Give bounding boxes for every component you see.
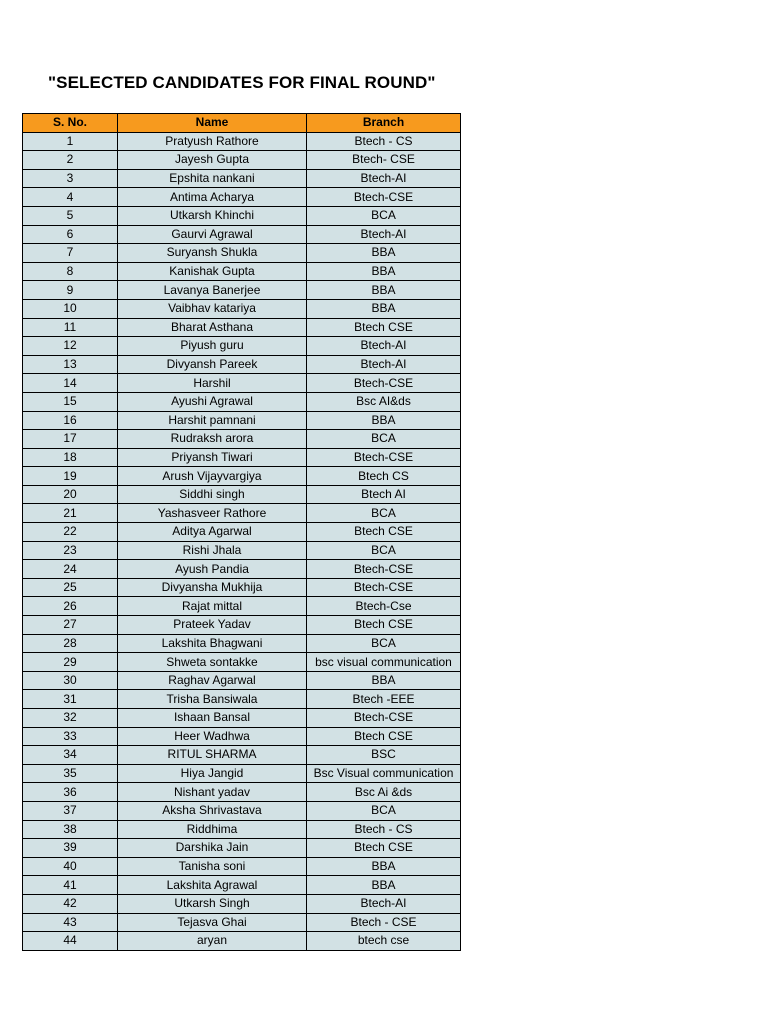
table-row [23, 857, 461, 876]
serial-number-cell: 19 [23, 467, 118, 486]
serial-number-cell: 26 [23, 597, 118, 616]
table-row [23, 560, 461, 579]
branch-cell: Btech-AI [307, 169, 461, 188]
table-row [23, 504, 461, 523]
branch-cell: BCA [307, 504, 461, 523]
name-cell: Tejasva Ghai [118, 913, 307, 932]
name-cell: Shweta sontakke [118, 653, 307, 672]
branch-cell: Btech AI [307, 485, 461, 504]
table-row [23, 318, 461, 337]
branch-cell: Btech CS [307, 467, 461, 486]
serial-number-cell: 43 [23, 913, 118, 932]
name-cell: Ayushi Agrawal [118, 392, 307, 411]
name-cell: Harshil [118, 374, 307, 393]
serial-number-cell: 32 [23, 709, 118, 728]
serial-number-cell: 20 [23, 485, 118, 504]
serial-number-cell: 37 [23, 801, 118, 820]
serial-number-cell: 34 [23, 746, 118, 765]
table-row [23, 337, 461, 356]
serial-number-cell: 25 [23, 578, 118, 597]
table-body [23, 132, 461, 950]
branch-cell: BBA [307, 262, 461, 281]
name-cell: Arush Vijayvargiya [118, 467, 307, 486]
name-cell: Rudraksh arora [118, 430, 307, 449]
branch-cell: Btech-CSE [307, 709, 461, 728]
branch-cell: bsc visual communication [307, 653, 461, 672]
name-cell: Bharat Asthana [118, 318, 307, 337]
name-cell: Aksha Shrivastava [118, 801, 307, 820]
serial-number-cell: 44 [23, 932, 118, 951]
branch-cell: Btech-CSE [307, 448, 461, 467]
serial-number-cell: 40 [23, 857, 118, 876]
serial-number-cell: 15 [23, 392, 118, 411]
column-header-serial-number: S. No. [23, 114, 118, 133]
table-row [23, 299, 461, 318]
branch-cell: Btech-CSE [307, 578, 461, 597]
serial-number-cell: 24 [23, 560, 118, 579]
table-row [23, 523, 461, 542]
table-row [23, 709, 461, 728]
serial-number-cell: 42 [23, 894, 118, 913]
name-cell: Kanishak Gupta [118, 262, 307, 281]
serial-number-cell: 21 [23, 504, 118, 523]
branch-cell: BBA [307, 671, 461, 690]
name-cell: Ishaan Bansal [118, 709, 307, 728]
branch-cell: Bsc Ai &ds [307, 783, 461, 802]
table-row [23, 281, 461, 300]
table-row [23, 690, 461, 709]
serial-number-cell: 2 [23, 151, 118, 170]
column-header-name: Name [118, 114, 307, 133]
serial-number-cell: 3 [23, 169, 118, 188]
table-row [23, 597, 461, 616]
name-cell: Tanisha soni [118, 857, 307, 876]
branch-cell: Btech CSE [307, 523, 461, 542]
branch-cell: BBA [307, 281, 461, 300]
name-cell: Lakshita Agrawal [118, 876, 307, 895]
serial-number-cell: 6 [23, 225, 118, 244]
name-cell: Pratyush Rathore [118, 132, 307, 151]
table-row [23, 839, 461, 858]
name-cell: Heer Wadhwa [118, 727, 307, 746]
branch-cell: Btech-AI [307, 225, 461, 244]
name-cell: Divyansh Pareek [118, 355, 307, 374]
candidates-table [22, 113, 461, 951]
table-row [23, 485, 461, 504]
name-cell: RITUL SHARMA [118, 746, 307, 765]
page-title: "SELECTED CANDIDATES FOR FINAL ROUND" [48, 73, 436, 92]
branch-cell: Btech -EEE [307, 690, 461, 709]
column-header-branch: Branch [307, 114, 461, 133]
branch-cell: Bsc Visual communication [307, 764, 461, 783]
branch-cell: Btech CSE [307, 839, 461, 858]
serial-number-cell: 17 [23, 430, 118, 449]
table-header-row [23, 114, 461, 133]
name-cell: Suryansh Shukla [118, 244, 307, 263]
table-row [23, 132, 461, 151]
serial-number-cell: 23 [23, 541, 118, 560]
name-cell: Utkarsh Khinchi [118, 206, 307, 225]
branch-cell: Btech - CSE [307, 913, 461, 932]
serial-number-cell: 35 [23, 764, 118, 783]
table-row [23, 653, 461, 672]
branch-cell: Btech-AI [307, 355, 461, 374]
table-row [23, 746, 461, 765]
name-cell: Trisha Bansiwala [118, 690, 307, 709]
serial-number-cell: 9 [23, 281, 118, 300]
serial-number-cell: 29 [23, 653, 118, 672]
table-row [23, 467, 461, 486]
table-row [23, 876, 461, 895]
name-cell: Nishant yadav [118, 783, 307, 802]
name-cell: Hiya Jangid [118, 764, 307, 783]
branch-cell: BCA [307, 430, 461, 449]
branch-cell: BBA [307, 244, 461, 263]
table-row [23, 783, 461, 802]
serial-number-cell: 36 [23, 783, 118, 802]
table-row [23, 188, 461, 207]
name-cell: Harshit pamnani [118, 411, 307, 430]
table-row [23, 894, 461, 913]
serial-number-cell: 14 [23, 374, 118, 393]
name-cell: Ayush Pandia [118, 560, 307, 579]
name-cell: Priyansh Tiwari [118, 448, 307, 467]
branch-cell: Btech-CSE [307, 188, 461, 207]
branch-cell: BBA [307, 857, 461, 876]
table-row [23, 727, 461, 746]
serial-number-cell: 5 [23, 206, 118, 225]
branch-cell: Btech- CSE [307, 151, 461, 170]
table-row [23, 634, 461, 653]
serial-number-cell: 16 [23, 411, 118, 430]
name-cell: Darshika Jain [118, 839, 307, 858]
serial-number-cell: 30 [23, 671, 118, 690]
serial-number-cell: 8 [23, 262, 118, 281]
serial-number-cell: 27 [23, 616, 118, 635]
table-row [23, 820, 461, 839]
name-cell: Prateek Yadav [118, 616, 307, 635]
serial-number-cell: 18 [23, 448, 118, 467]
serial-number-cell: 1 [23, 132, 118, 151]
branch-cell: Btech-AI [307, 894, 461, 913]
name-cell: Gaurvi Agrawal [118, 225, 307, 244]
serial-number-cell: 12 [23, 337, 118, 356]
branch-cell: btech cse [307, 932, 461, 951]
table-row [23, 764, 461, 783]
branch-cell: Btech CSE [307, 616, 461, 635]
name-cell: Aditya Agarwal [118, 523, 307, 542]
table-row [23, 262, 461, 281]
serial-number-cell: 11 [23, 318, 118, 337]
name-cell: Siddhi singh [118, 485, 307, 504]
table-row [23, 151, 461, 170]
name-cell: Jayesh Gupta [118, 151, 307, 170]
branch-cell: Bsc AI&ds [307, 392, 461, 411]
branch-cell: Btech CSE [307, 727, 461, 746]
serial-number-cell: 28 [23, 634, 118, 653]
table-row [23, 801, 461, 820]
name-cell: Rishi Jhala [118, 541, 307, 560]
serial-number-cell: 38 [23, 820, 118, 839]
name-cell: Raghav Agarwal [118, 671, 307, 690]
serial-number-cell: 33 [23, 727, 118, 746]
serial-number-cell: 4 [23, 188, 118, 207]
name-cell: aryan [118, 932, 307, 951]
branch-cell: BCA [307, 206, 461, 225]
table-row [23, 355, 461, 374]
branch-cell: Btech-AI [307, 337, 461, 356]
table-row [23, 578, 461, 597]
table-row [23, 541, 461, 560]
table-row [23, 206, 461, 225]
serial-number-cell: 10 [23, 299, 118, 318]
table-row [23, 169, 461, 188]
branch-cell: BBA [307, 876, 461, 895]
table-row [23, 244, 461, 263]
name-cell: Lavanya Banerjee [118, 281, 307, 300]
branch-cell: BBA [307, 299, 461, 318]
name-cell: Epshita nankani [118, 169, 307, 188]
branch-cell: BBA [307, 411, 461, 430]
name-cell: Antima Acharya [118, 188, 307, 207]
table-row [23, 411, 461, 430]
table-row [23, 225, 461, 244]
name-cell: Rajat mittal [118, 597, 307, 616]
branch-cell: Btech-CSE [307, 560, 461, 579]
table-row [23, 913, 461, 932]
name-cell: Piyush guru [118, 337, 307, 356]
serial-number-cell: 7 [23, 244, 118, 263]
serial-number-cell: 39 [23, 839, 118, 858]
table-row [23, 671, 461, 690]
table-row [23, 616, 461, 635]
table-row [23, 430, 461, 449]
name-cell: Divyansha Mukhija [118, 578, 307, 597]
name-cell: Yashasveer Rathore [118, 504, 307, 523]
branch-cell: Btech - CS [307, 820, 461, 839]
table-row [23, 448, 461, 467]
table-row [23, 932, 461, 951]
branch-cell: BCA [307, 801, 461, 820]
name-cell: Riddhima [118, 820, 307, 839]
serial-number-cell: 41 [23, 876, 118, 895]
table-row [23, 374, 461, 393]
serial-number-cell: 22 [23, 523, 118, 542]
name-cell: Lakshita Bhagwani [118, 634, 307, 653]
table-row [23, 392, 461, 411]
branch-cell: BCA [307, 634, 461, 653]
branch-cell: BSC [307, 746, 461, 765]
branch-cell: Btech CSE [307, 318, 461, 337]
branch-cell: Btech-Cse [307, 597, 461, 616]
branch-cell: BCA [307, 541, 461, 560]
branch-cell: Btech - CS [307, 132, 461, 151]
name-cell: Vaibhav katariya [118, 299, 307, 318]
serial-number-cell: 13 [23, 355, 118, 374]
branch-cell: Btech-CSE [307, 374, 461, 393]
name-cell: Utkarsh Singh [118, 894, 307, 913]
serial-number-cell: 31 [23, 690, 118, 709]
